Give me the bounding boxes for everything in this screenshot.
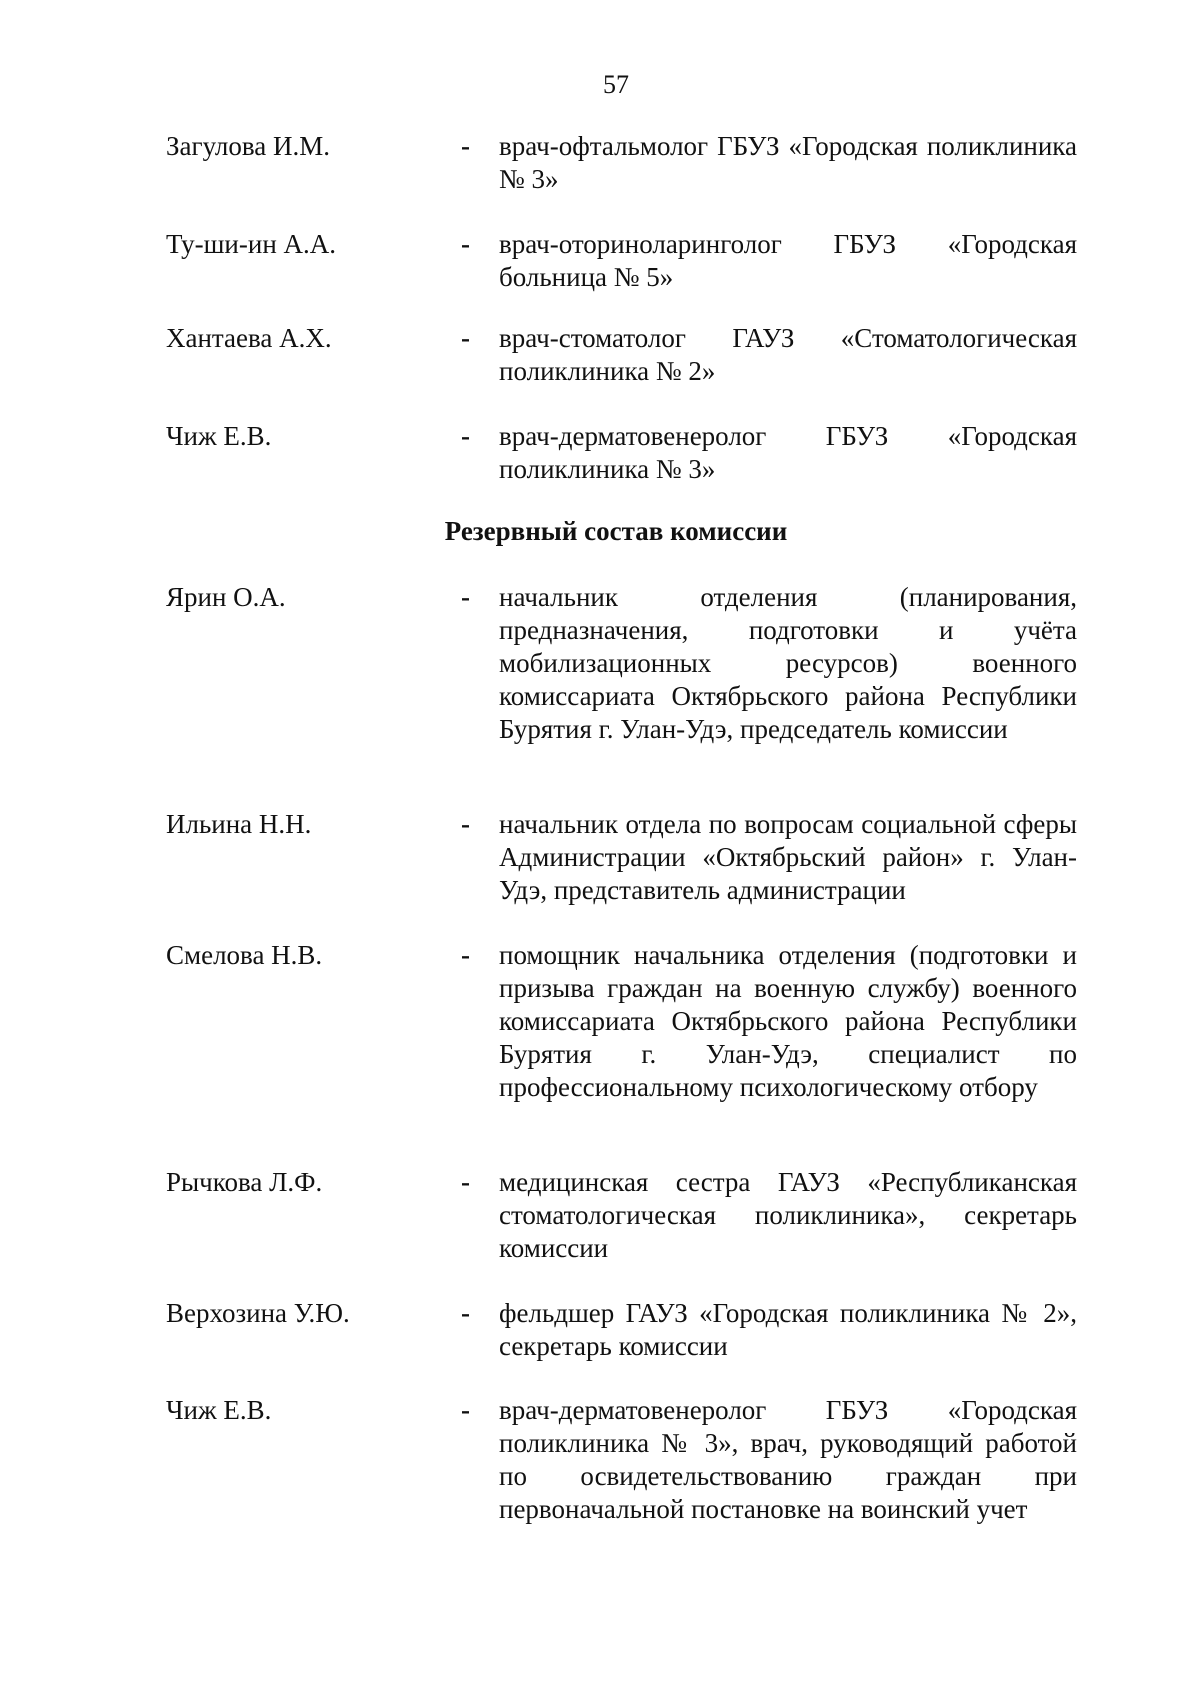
member-position: врач-оториноларинголог ГБУЗ «Городская больница № 5»: [499, 229, 1077, 292]
dash-separator: -: [461, 1395, 470, 1425]
member-position: врач-дерматовенеролог ГБУЗ «Городская поликлиника № 3»: [499, 421, 1077, 484]
member-position: помощник начальника отделения (подготовки и призыва граждан на военную службу) военного комиссариата Октябрьского района Республики Бурятия г. Улан-Удэ, специалист по профессиональному психологическому отбору: [499, 940, 1077, 1102]
dash-separator: -: [461, 1167, 470, 1197]
member-name: Ильина Н.Н.: [166, 809, 312, 839]
member-name: Смелова Н.В.: [166, 940, 323, 970]
dash-separator: -: [461, 582, 470, 612]
member-name: Хантаева А.Х.: [166, 323, 332, 353]
dash-separator: -: [461, 131, 470, 161]
dash-separator: -: [461, 229, 470, 259]
dash-separator: -: [461, 1298, 470, 1328]
reserve-section-heading: Резервный состав комиссии: [444, 516, 788, 546]
member-name: Загулова И.М.: [166, 131, 331, 161]
member-position: врач-офтальмолог ГБУЗ «Городская поликлиника № 3»: [499, 131, 1077, 194]
dash-separator: -: [461, 421, 470, 451]
page-number: 57: [603, 70, 629, 99]
member-position: начальник отделения (планирования, предназначения, подготовки и учёта мобилизационных ресурсов) военного комиссариата Октябрьского района Республики Бурятия г. Улан-Удэ, председатель комиссии: [499, 582, 1077, 744]
dash-separator: -: [461, 809, 470, 839]
member-name: Ту-ши-ин А.А.: [166, 229, 337, 259]
dash-separator: -: [461, 323, 470, 353]
member-position: врач-стоматолог ГАУЗ «Стоматологическая поликлиника № 2»: [499, 323, 1077, 386]
member-position: начальник отдела по вопросам социальной сферы Администрации «Октябрьский район» г. Улан-Удэ, представитель администрации: [499, 809, 1077, 905]
member-name: Ярин О.А.: [166, 582, 286, 612]
member-position: врач-дерматовенеролог ГБУЗ «Городская поликлиника № 3», врач, руководящий работой по освидетельствованию граждан при первоначальной постановке на воинский учет: [499, 1395, 1077, 1524]
dash-separator: -: [461, 940, 470, 970]
member-position: медицинская сестра ГАУЗ «Республиканская стоматологическая поликлиника», секретарь комиссии: [499, 1167, 1077, 1263]
member-name: Рычкова Л.Ф.: [166, 1167, 323, 1197]
member-position: фельдшер ГАУЗ «Городская поликлиника № 2», секретарь комиссии: [499, 1298, 1077, 1361]
member-name: Верхозина У.Ю.: [166, 1298, 350, 1328]
member-name: Чиж Е.В.: [166, 1395, 272, 1425]
member-name: Чиж Е.В.: [166, 421, 272, 451]
